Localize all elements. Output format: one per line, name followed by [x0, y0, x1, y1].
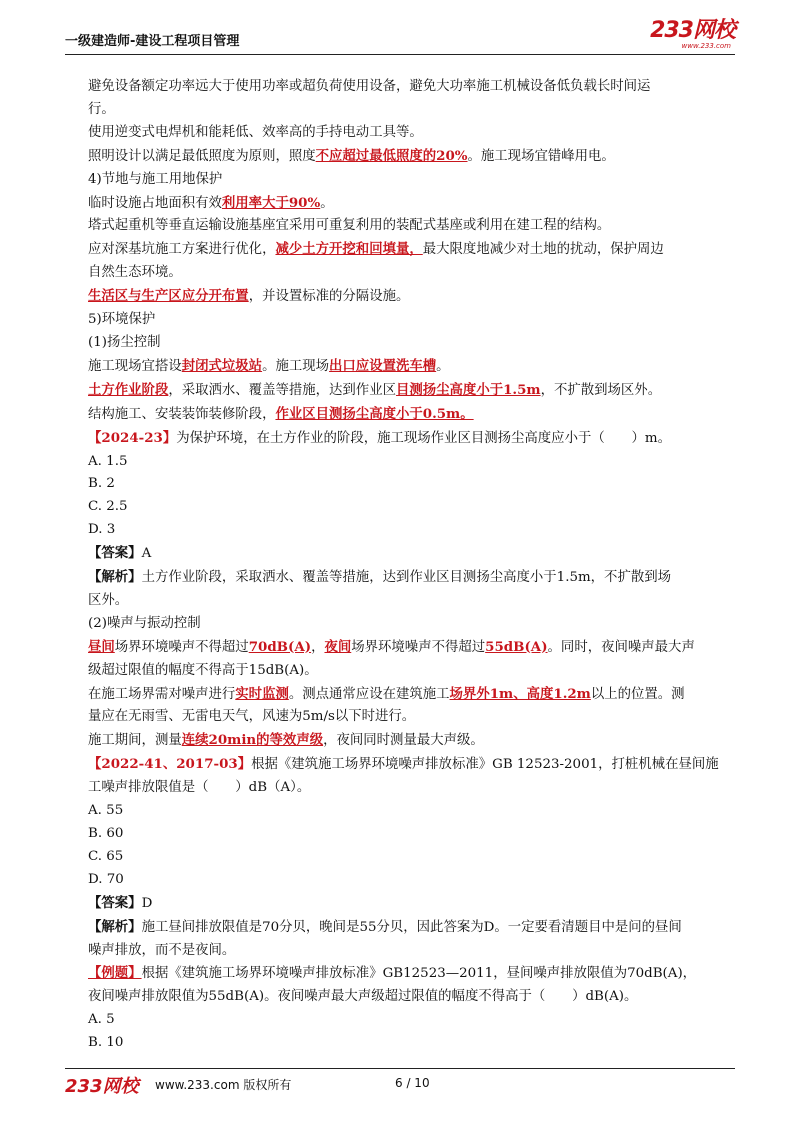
question: 【例题】根据《建筑施工场界环境噪声排放标准》GB12523—2011，昼间噪声排放限值为70dB(A)， [88, 965, 697, 982]
highlight-text: 土方作业阶段 [88, 381, 169, 398]
section-heading: 5)环境保护 [88, 312, 156, 328]
paragraph: 结构施工、安装装饰装修阶段，作业区目测扬尘高度小于0.5m。 [88, 405, 474, 422]
explanation: 【解析】施工昼间排放限值是70分贝，晚间是55分贝，因此答案为D。一定要看清题目中是问的昼间 [88, 918, 682, 935]
paragraph: 使用逆变式电焊机和能耗低、效率高的手持电动工具等。 [88, 124, 423, 140]
option: D. 3 [88, 522, 116, 538]
question: 【2024-23】为保护环境，在土方作业的阶段，施工现场作业区目测扬尘高度应小于（ ）m。 [88, 429, 672, 446]
highlight-text: 减少土方开挖和回填量， [275, 241, 423, 258]
paragraph: 昼间场界环境噪声不得超过70dB(A)，夜间场界环境噪声不得超过55dB(A)。同时，夜间噪声最大声 [88, 638, 695, 655]
paragraph: 级超过限值的幅度不得高于15dB(A)。 [88, 662, 318, 678]
section-heading: 4)节地与施工用地保护 [88, 171, 223, 187]
document-title: 一级建造师-建设工程项目管理 [65, 34, 240, 49]
document-body [88, 76, 740, 1055]
page-number: 6 / 10 [395, 1076, 430, 1090]
paragraph: 行。 [88, 101, 115, 117]
paragraph: 生活区与生产区应分开布置，并设置标准的分隔设施。 [88, 288, 410, 305]
question-tag: 【2024-23】 [88, 429, 177, 446]
option: B. 60 [88, 826, 124, 841]
answer: 【答案】A [88, 545, 152, 562]
explanation: 区外。 [88, 592, 129, 608]
highlight-text: 生活区与生产区应分开布置 [88, 288, 249, 305]
paragraph: 施工期间，测量连续20min的等效声级，夜间同时测量最大声级。 [88, 732, 484, 749]
section-heading: (2)噪声与振动控制 [88, 615, 201, 631]
question-tag: 【2022-41、2017-03】 [88, 756, 252, 773]
header-divider [65, 54, 735, 55]
paragraph: 塔式起重机等垂直运输设施基座宜采用可重复利用的装配式基座或利用在建工程的结构。 [88, 218, 611, 234]
question: 工噪声排放限值是（ ）dB（A）。 [88, 780, 311, 796]
highlight-text: 目测扬尘高度小于1.5m [395, 381, 541, 398]
highlight-text: 不应超过最低照度的20% [315, 147, 468, 164]
option: C. 2.5 [88, 499, 128, 515]
option: D. 70 [88, 871, 124, 887]
paragraph: 临时设施占地面积有效利用率大于90%。 [88, 194, 334, 211]
option: C. 65 [88, 848, 124, 864]
paragraph: 避免设备额定功率远大于使用功率或超负荷使用设备，避免大功率施工机械设备低负载长时间运 [88, 79, 651, 94]
option: A. 55 [88, 803, 124, 819]
page-header [65, 18, 735, 52]
answer: 【答案】D [88, 894, 153, 911]
paragraph: 施工现场宜搭设封闭式垃圾站。施工现场出口应设置洗车槽。 [88, 357, 450, 374]
option: B. 10 [88, 1035, 124, 1051]
option: B. 2 [88, 476, 115, 492]
section-heading: (1)扬尘控制 [88, 334, 161, 350]
question: 【2022-41、2017-03】根据《建筑施工场界环境噪声排放标准》GB 12523-2001，打桩机械在昼间施 [88, 756, 719, 773]
footer-divider [65, 1068, 735, 1069]
logo-site: www.233.com [681, 42, 731, 50]
paragraph: 量应在无雨雪、无雷电天气，风速为5m/s以下时进行。 [88, 709, 416, 725]
explanation: 【解析】土方作业阶段，采取洒水、覆盖等措施，达到作业区目测扬尘高度小于1.5m，不扩散到场 [88, 569, 672, 586]
brand-logo [650, 20, 735, 50]
explanation: 噪声排放，而不是夜间。 [88, 942, 236, 958]
paragraph: 在施工场界需对噪声进行实时监测。测点通常应设在建筑施工场界外1m、高度1.2m以上的位置。测 [88, 685, 685, 702]
option: A. 1.5 [88, 453, 128, 469]
logo-brand: 233网校 [650, 18, 735, 43]
highlight-text: 利用率大于90% [221, 194, 321, 211]
highlight-text: 出口应设置洗车槽 [329, 357, 437, 374]
option: A. 5 [88, 1012, 115, 1028]
paragraph: 照明设计以满足最低照度为原则，照度不应超过最低照度的20%。施工现场宜错峰用电。 [88, 147, 615, 164]
paragraph: 自然生态环境。 [88, 265, 182, 281]
highlight-text: 封闭式垃圾站 [181, 357, 263, 374]
paragraph: 土方作业阶段，采取洒水、覆盖等措施，达到作业区目测扬尘高度小于1.5m，不扩散到场区外。 [88, 381, 662, 398]
highlight-text: 作业区目测扬尘高度小于0.5m。 [275, 405, 474, 422]
question: 夜间噪声排放限值为55dB(A)。夜间噪声最大声级超过限值的幅度不得高于（ ）dB(A)。 [88, 989, 638, 1005]
paragraph: 应对深基坑施工方案进行优化，减少土方开挖和回填量，最大限度地减少对土地的扰动，保护周边 [88, 241, 664, 258]
question-tag: 【例题】 [88, 965, 142, 982]
footer-site: www.233.com 版权所有 [155, 1078, 292, 1092]
footer-logo: 233网校 [65, 1076, 139, 1097]
page-footer [65, 1070, 735, 1098]
